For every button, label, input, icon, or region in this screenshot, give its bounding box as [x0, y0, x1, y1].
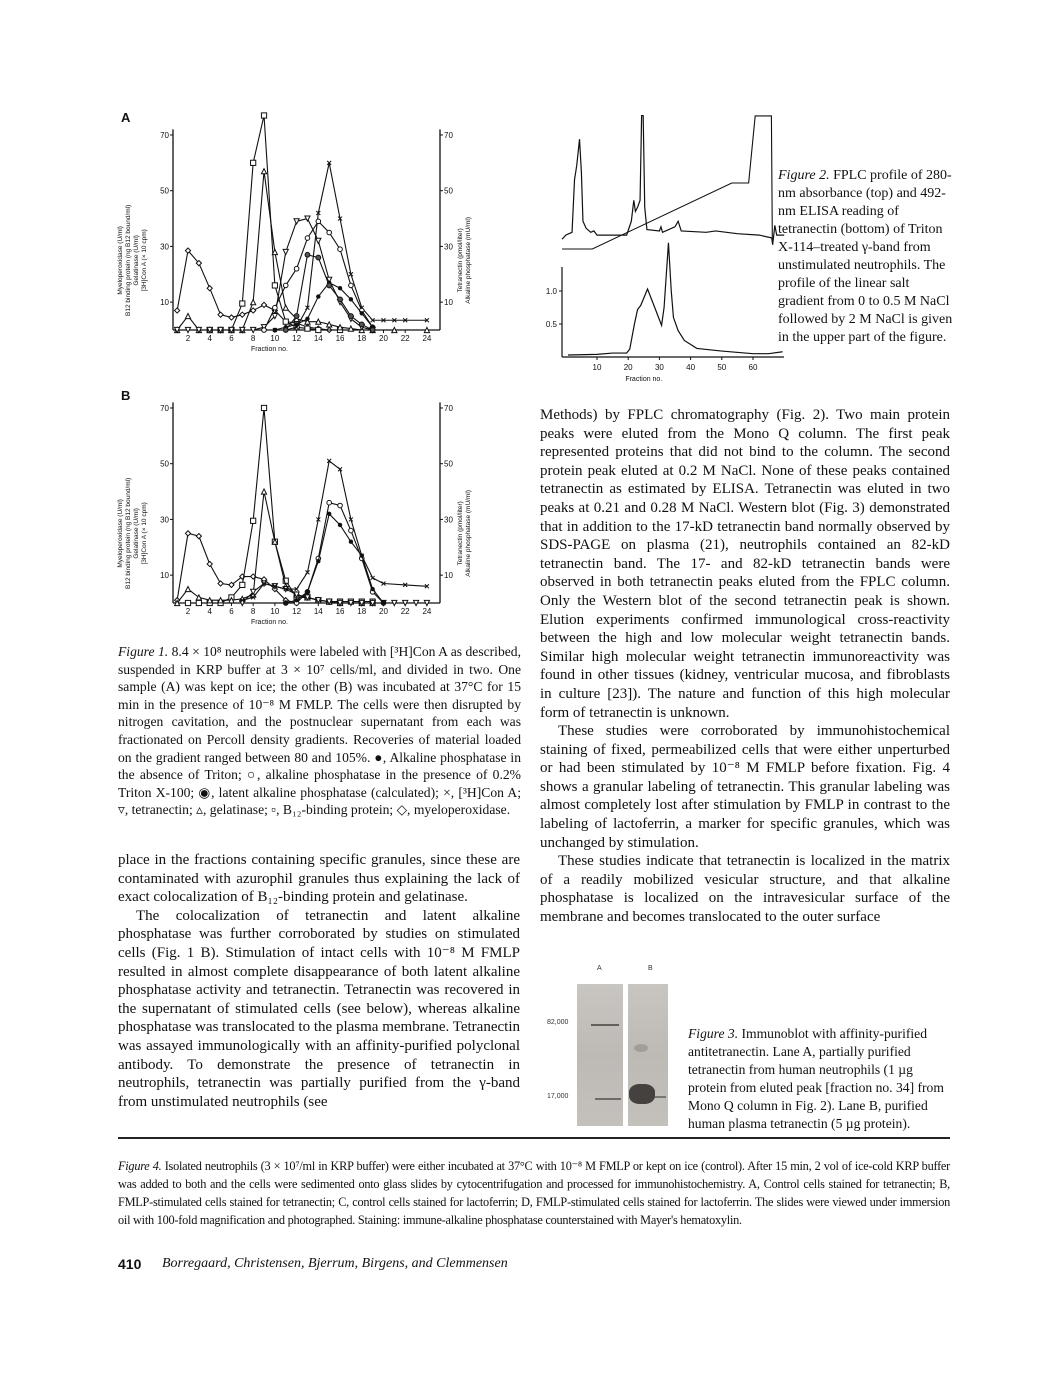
figure1-panel-b-label: B	[121, 388, 131, 403]
y-axis-label-right: Tetranectin (pmol/liter)	[457, 501, 464, 566]
x-tick-label: 2	[185, 334, 191, 343]
open-circle-marker	[349, 528, 354, 533]
y-tick-label-left: 10	[160, 571, 169, 581]
paragraph: place in the fractions containing specific granules, since these are contaminated with azurophil granules thus explaining the lack of exact colocalization of B₁₂-binding protein and gelatinase.	[118, 852, 520, 906]
x-axis-label: Fraction no.	[250, 346, 288, 353]
diamond-marker	[218, 312, 223, 317]
x-tick-label: 12	[292, 334, 302, 343]
filled-circle-marker	[273, 328, 277, 332]
figure1-panel-a-label: A	[121, 110, 131, 125]
x-tick-label: 2	[185, 607, 191, 616]
x-tick-label: 8	[250, 334, 256, 343]
y-axis-label-right: Alkaline phosphatase (mU/ml)	[465, 489, 472, 577]
y-tick-label-right: 50	[444, 186, 453, 196]
band-82kd	[591, 1024, 619, 1026]
filled-circle-marker	[284, 601, 288, 605]
y-tick-label-right: 30	[444, 242, 453, 252]
x-tick-label: 50	[717, 363, 727, 372]
triangle-up-marker	[392, 327, 397, 332]
diamond-marker	[240, 312, 245, 317]
figure3-caption-label: Figure 3.	[688, 1026, 739, 1041]
y-tick-label-right: 50	[444, 459, 453, 469]
triangle-up-marker	[218, 598, 223, 603]
series-line	[286, 255, 373, 330]
series-alkaline-phosphatase-triton	[262, 219, 375, 332]
triangle-up-marker	[251, 300, 256, 305]
half-circle-marker	[294, 314, 299, 319]
open-circle-marker	[327, 230, 332, 235]
triangle-down-marker	[240, 600, 245, 605]
filled-circle-marker	[370, 587, 374, 591]
open-circle-marker	[273, 305, 278, 310]
triangle-down-marker	[185, 327, 190, 332]
x-marker	[371, 576, 375, 580]
open-circle-marker	[316, 219, 321, 224]
y-axis-label-left: B12 binding protein (ng B12 bound/ml)	[125, 477, 132, 589]
marker-82000-label: 82,000	[547, 1019, 569, 1026]
gel-lane-a	[577, 984, 623, 1126]
figure3-caption	[688, 1025, 953, 1133]
triangle-down-marker	[283, 249, 288, 254]
x-tick-label: 10	[270, 334, 280, 343]
x-tick-label: 18	[357, 334, 367, 343]
elisa-492nm-line	[568, 243, 783, 355]
square-marker	[185, 600, 190, 605]
figure4-caption-label: Figure 4.	[118, 1159, 162, 1173]
filled-circle-marker	[349, 540, 353, 544]
x-tick-label: 16	[335, 334, 345, 343]
running-footer-authors: Borregaard, Christensen, Bjerrum, Birgens, and Clemmensen	[162, 1256, 508, 1271]
y-tick-label-left: 10	[160, 298, 169, 308]
y-tick-label-right: 30	[444, 515, 453, 525]
half-circle-marker	[316, 255, 321, 260]
half-circle-marker	[338, 297, 343, 302]
triangle-down-marker	[305, 216, 310, 221]
figure2-caption-text: FPLC profile of 280-nm absorbance (top) and 492-nm ELISA reading of tetranectin (bottom) of Triton X-114–treated γ-band from unstimulated neutrophils. The profile of the linear salt gradient from 0 to 0.5 M NaCl followed by 2 M NaCl is given in the upper part of the figure.	[778, 168, 953, 345]
gel-lane-b	[628, 984, 668, 1126]
y-axis-label-left: [3H]Con A (× 10 cpm)	[141, 229, 148, 292]
band-17kd-tail	[654, 1096, 666, 1098]
square-marker	[251, 518, 256, 523]
series-line	[264, 163, 427, 330]
nacl-gradient-line	[562, 116, 772, 249]
series--3h-con-a	[262, 161, 429, 332]
x-tick-label: 60	[748, 363, 758, 372]
x-axis-label: Fraction no.	[250, 619, 288, 626]
triangle-up-marker	[185, 313, 190, 318]
figure1-panel-a-chart	[110, 100, 490, 380]
y-tick-label-right: 10	[444, 298, 453, 308]
y-tick-label-left: 70	[160, 130, 169, 140]
half-circle-marker	[327, 283, 332, 288]
x-tick-label: 4	[207, 607, 212, 616]
square-marker	[196, 600, 201, 605]
filled-circle-marker	[360, 311, 364, 315]
y-axis-label-left: Gelatinase (U/ml)	[133, 508, 140, 559]
y-tick-label-left: 50	[160, 459, 169, 469]
left-column-text	[118, 851, 520, 1111]
series-alkaline-phosphatase-triton	[283, 500, 385, 605]
right-column-text	[540, 406, 950, 927]
paragraph: Methods) by FPLC chromatography (Fig. 2). Two main protein peaks were eluted from the Mono Q column. The first peak represented proteins that did not bind to the column. The second protein peak eluted at 0.2 M NaCl. None of these peaks contained tetranectin as estimated by ELISA. Tetranectin was eluted in two peaks at 0.21 and 0.28 M NaCl. Western blot (Fig. 3) demonstrated that in addition to the 17-kD tetranectin band normally observed by SDS-PAGE on plasma (21), neutrophils contained an 82-kD tetranectin band. The 17- and 82-kD tetranectin bands were observed in both tetranectin peaks eluted from the FPLC column. Only the Western blot of the second tetranectin peak is shown. Elution experiments confirmed immunological cross-reactivity between the high and low molecular weight tetranectin bands. Similar high molecular weight tetranectin immunoreactivity was found in other tissues (kidney, ventricular mucosa, and fibroblasts in culture [23]). The nature and function of this high molecular form of tetranectin is unknown.	[540, 407, 950, 721]
x-tick-label: 4	[207, 334, 212, 343]
series-tetranectin	[175, 216, 376, 333]
series-b12-binding-protein	[207, 113, 343, 333]
series-line	[264, 221, 373, 330]
filled-circle-marker	[305, 317, 309, 321]
half-circle-marker	[283, 328, 288, 333]
series-b12-binding-protein	[185, 405, 375, 605]
triangle-down-marker	[316, 238, 321, 243]
open-circle-marker	[305, 236, 310, 241]
y-tick-label: 0.5	[545, 320, 557, 329]
open-circle-marker	[294, 266, 299, 271]
triangle-down-marker	[413, 600, 418, 605]
open-circle-marker	[327, 500, 332, 505]
triangle-down-marker	[392, 600, 397, 605]
x-tick-label: 20	[379, 334, 388, 343]
x-tick-label: 6	[229, 334, 234, 343]
open-circle-marker	[338, 503, 343, 508]
series-myeloperoxidase	[175, 531, 300, 606]
series-line	[177, 171, 427, 330]
figure3-caption-text: Immunoblot with affinity-purified antitetranectin. Lane A, partially purified tetranectin from human neutrophils (1 µg protein from eluted peak [fraction no. 34] from Mono Q column in Fig. 2). Lane B, purified human plasma tetranectin (5 µg protein).	[688, 1026, 944, 1131]
square-marker	[251, 160, 256, 165]
square-marker	[240, 301, 245, 306]
figure1-caption	[118, 643, 521, 819]
diamond-marker	[207, 561, 212, 566]
figure4-caption	[118, 1157, 950, 1229]
figure3-immunoblot	[540, 960, 680, 1130]
triangle-up-marker	[348, 326, 353, 331]
filled-circle-marker	[316, 294, 320, 298]
series-line	[286, 503, 384, 603]
square-marker	[261, 113, 266, 118]
open-circle-marker	[349, 283, 354, 288]
square-marker	[305, 326, 310, 331]
divider	[118, 1137, 950, 1139]
x-tick-label: 24	[422, 607, 432, 616]
triangle-up-marker	[327, 322, 332, 327]
y-tick-label-right: 70	[444, 403, 453, 413]
diamond-marker	[261, 302, 266, 307]
y-tick-label-left: 70	[160, 403, 169, 413]
square-marker	[272, 283, 277, 288]
triangle-up-marker	[185, 586, 190, 591]
y-tick-label-left: 30	[160, 515, 169, 525]
filled-circle-marker	[305, 590, 309, 594]
x-tick-label: 18	[357, 607, 367, 616]
figure1-caption-label: Figure 1.	[118, 644, 169, 659]
figure4-caption-text: Isolated neutrophils (3 × 10⁷/ml in KRP buffer) were either incubated at 37°C with 10⁻⁸ M FMLP or kept on ice (control). After 15 min, 2 vol of ice-cold KRP buffer was added to both and the cells were sedimented onto glass slides by cytocentrifugation and processed for immunohistochemistry. A, Control cells stained for tetranectin; B, FMLP-stimulated cells stained for tetranectin; C, control cells stained for lactoferrin; D, FMLP-stimulated cells stained for lactoferrin. The slides were viewed under immersion oil with 100-fold magnification and photographed. Staining: immune-alkaline phosphatase counterstained with Mayer's hematoxylin.	[118, 1159, 950, 1227]
filled-circle-marker	[381, 601, 385, 605]
paragraph: The colocalization of tetranectin and latent alkaline phosphatase was further corroborated by studies on stimulated cells (Fig. 1 B). Stimulation of intact cells with 10⁻⁸ M FMLP resulted in almost complete disappearance of both latent alkaline phosphatase activity and tetranectin. Tetranectin was recovered in the supernatant of stimulated cells (see below), whereas alkaline phosphatase was translocated to the plasma membrane. Tetranectin was assayed immunologically with an affinity-purified polyclonal antibody. To demonstrate the presence of tetranectin in neutrophils, tetranectin was partially purified from the γ-band from unstimulated neutrophils (see	[118, 907, 520, 1110]
triangle-down-marker	[348, 600, 353, 605]
diamond-marker	[229, 315, 234, 320]
x-axis-label: Fraction no.	[625, 376, 663, 383]
band-17kd	[595, 1098, 621, 1100]
open-circle-marker	[283, 283, 288, 288]
filled-circle-marker	[294, 598, 298, 602]
x-tick-label: 22	[400, 334, 410, 343]
figure1-panel-b-chart	[110, 385, 490, 635]
triangle-up-marker	[261, 169, 266, 174]
paragraph: These studies indicate that tetranectin is localized in the matrix of a readily mobilized vesicular structure, and that alkaline phosphatase is localized on the intravesicular surface of the membrane and becomes translocated to the outer surface	[540, 853, 950, 926]
lane-a-label: A	[597, 965, 602, 972]
filled-circle-marker	[338, 286, 342, 290]
square-marker	[316, 327, 321, 332]
y-axis-label-left: Gelatinase (U/ml)	[133, 235, 140, 286]
triangle-up-marker	[316, 319, 321, 324]
half-circle-marker	[349, 314, 354, 319]
filled-circle-marker	[327, 512, 331, 516]
y-axis-label-left: Myeloperoxidase (U/ml)	[117, 226, 124, 295]
triangle-down-marker	[424, 600, 429, 605]
x-tick-label: 20	[623, 363, 633, 372]
series-line	[177, 533, 296, 603]
half-circle-marker	[305, 252, 310, 257]
diamond-marker	[175, 308, 180, 313]
paragraph: These studies were corroborated by immunohistochemical staining of fixed, permeabilized cells that were either unperturbed or had been stimulated by 10⁻⁸ M FMLP before fixation. Fig. 4 shows a granular labeling of tetranectin. This granular labeling was almost completely lost after stimulation by FMLP in contrast to the labeling of lactoferrin, a marker for specific granules, which was unchanged by stimulation.	[540, 723, 950, 851]
y-tick-label-left: 30	[160, 242, 169, 252]
x-tick-label: 24	[422, 334, 432, 343]
x-tick-label: 14	[313, 334, 323, 343]
x-tick-label: 22	[400, 607, 410, 616]
x-tick-label: 6	[229, 607, 234, 616]
y-axis-label-left: [3H]Con A (× 10 cpm)	[141, 502, 148, 565]
y-axis-label-left: Myeloperoxidase (U/ml)	[117, 499, 124, 568]
x-tick-label: 10	[592, 363, 602, 372]
x-tick-label: 12	[292, 607, 302, 616]
y-tick-label-left: 50	[160, 186, 169, 196]
x-tick-label: 14	[313, 607, 323, 616]
x-tick-label: 16	[335, 607, 345, 616]
filled-circle-marker	[360, 553, 364, 557]
lane-b-label: B	[648, 965, 653, 972]
series-line	[286, 514, 384, 603]
series-line	[242, 583, 427, 603]
square-marker	[283, 319, 288, 324]
triangle-down-marker	[403, 600, 408, 605]
x-tick-label: 10	[270, 607, 280, 616]
triangle-up-marker	[207, 598, 212, 603]
y-tick-label-right: 70	[444, 130, 453, 140]
diamond-marker	[207, 286, 212, 291]
triangle-down-marker	[294, 219, 299, 224]
figure2-caption-label: Figure 2.	[778, 168, 830, 183]
diamond-marker	[196, 534, 201, 539]
y-tick-label-right: 10	[444, 571, 453, 581]
triangle-up-marker	[261, 489, 266, 494]
diamond-marker	[251, 308, 256, 313]
figure1-caption-text: 8.4 × 10⁸ neutrophils were labeled with [³H]Con A as described, suspended in KRP buffer at 3 × 10⁷ cells/ml, and divided in two. One sample (A) was kept on ice; the other (B) was incubated at 37°C for 15 min in the presence of 10⁻⁸ M FMLP. The cells were then disrupted by nitrogen cavitation, and the postnuclear supernatant from each was fractionated on Percoll density gradients. Recoveries of material loaded on the gradient ranged between 80 and 105%. ●, Alkaline phosphatase in the absence of Triton; ○, alkaline phosphatase in the presence of 0.2% Triton X-100; ◉, latent alkaline phosphatase (calculated); ×, [³H]Con A; ▿, tetranectin; ▵, gelatinase; ▫, B₁₂-binding protein; ◇, myeloperoxidase.	[118, 644, 521, 818]
figure2-chart	[540, 100, 785, 390]
half-circle-marker	[370, 328, 375, 333]
series--3h-con-a	[240, 459, 429, 602]
x-tick-label: 40	[686, 363, 696, 372]
triangle-up-marker	[337, 325, 342, 330]
band-17kd-strong	[629, 1084, 655, 1104]
diamond-marker	[218, 581, 223, 586]
y-axis-label-left: B12 binding protein (ng B12 bound/ml)	[125, 204, 132, 316]
triangle-up-marker	[283, 305, 288, 310]
marker-17000-label: 17,000	[547, 1093, 569, 1100]
filled-circle-marker	[294, 322, 298, 326]
x-tick-label: 8	[250, 607, 256, 616]
open-circle-marker	[262, 328, 267, 333]
filled-circle-marker	[349, 297, 353, 301]
x-tick-label: 20	[379, 607, 388, 616]
band-faint	[634, 1044, 648, 1052]
y-axis-label-right: Alkaline phosphatase (mU/ml)	[465, 216, 472, 304]
filled-circle-marker	[338, 523, 342, 527]
series-gelatinase	[175, 169, 430, 333]
absorbance-280nm-line	[562, 116, 784, 245]
open-circle-marker	[338, 247, 343, 252]
x-tick-label: 30	[654, 363, 664, 372]
figure2-caption	[778, 167, 954, 347]
y-tick-label: 1.0	[545, 287, 557, 296]
page-number: 410	[118, 1256, 142, 1272]
filled-circle-marker	[316, 559, 320, 563]
half-circle-marker	[359, 322, 364, 327]
triangle-down-marker	[251, 327, 256, 332]
square-marker	[261, 405, 266, 410]
square-marker	[240, 582, 245, 587]
diamond-marker	[185, 531, 190, 536]
triangle-up-marker	[424, 327, 429, 332]
y-axis-label-right: Tetranectin (pmol/liter)	[457, 228, 464, 293]
